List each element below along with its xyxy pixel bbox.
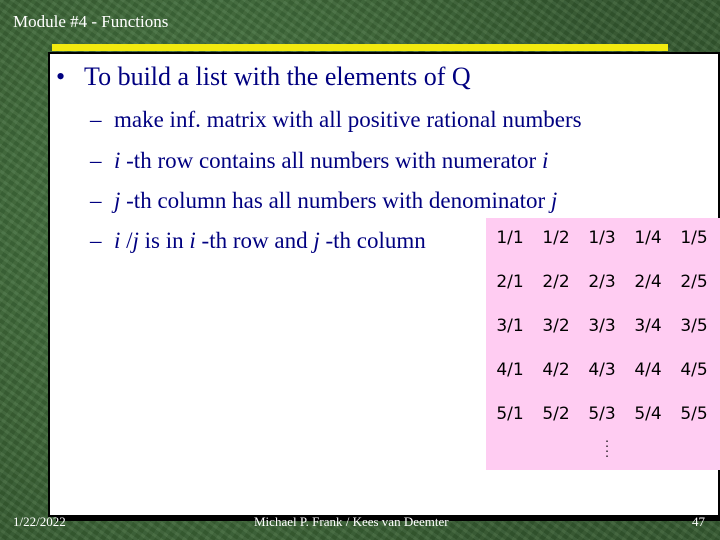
matrix-row <box>486 262 720 302</box>
sub-point-text: -th row contains all numbers with numerator <box>120 148 542 173</box>
matrix-cell: 4/3 <box>588 360 616 380</box>
matrix-row <box>486 350 720 390</box>
matrix-cell: 1/2 <box>542 228 570 248</box>
matrix-cell: 3/4 <box>634 316 662 336</box>
matrix-cell: 5/4 <box>634 404 662 424</box>
matrix-row <box>486 218 720 258</box>
matrix-cell: 1/4 <box>634 228 662 248</box>
matrix-cell: 3/3 <box>588 316 616 336</box>
matrix-cell: 5/3 <box>588 404 616 424</box>
sub-point-text: / <box>120 228 133 253</box>
main-bullet-text: To build a list with the elements of Q <box>84 62 471 91</box>
sub-point-text: i <box>541 148 549 173</box>
dash-marker: – <box>90 107 102 132</box>
sub-point <box>90 148 548 174</box>
matrix-cell: 2/5 <box>680 272 708 292</box>
matrix-cell: 3/1 <box>496 316 524 336</box>
sub-point <box>90 188 557 214</box>
sub-point-text: j <box>313 228 320 253</box>
matrix-cell: 3/5 <box>680 316 708 336</box>
module-title: Module #4 - Functions <box>13 12 169 31</box>
matrix-cell: 1/1 <box>496 228 524 248</box>
matrix-cell: 2/1 <box>496 272 524 292</box>
sub-point-text: j <box>550 188 558 213</box>
matrix-cell: 4/5 <box>680 360 708 380</box>
sub-point-text: j <box>132 228 139 253</box>
matrix-cell: 5/1 <box>496 404 524 424</box>
matrix-cell: 3/2 <box>542 316 570 336</box>
sub-point <box>90 228 426 254</box>
continuation-dots <box>605 438 609 458</box>
matrix-row <box>486 394 720 434</box>
matrix-cell: 4/4 <box>634 360 662 380</box>
main-bullet <box>56 62 471 92</box>
sub-point-text: -th column has all numbers with denominator <box>120 188 551 213</box>
sub-point-text: is in <box>138 228 190 253</box>
vdots-glyph: : <box>605 446 610 460</box>
vdots-glyph: : <box>605 436 610 450</box>
sub-point-text: -th column <box>319 228 426 253</box>
footer-page-number: 47 <box>692 514 705 529</box>
dash-marker: – <box>90 148 102 173</box>
matrix-cell: 5/5 <box>680 404 708 424</box>
sub-point-text: i <box>189 228 196 253</box>
accent-bar <box>52 44 668 51</box>
matrix-cell: 2/2 <box>542 272 570 292</box>
matrix-cell: 1/5 <box>680 228 708 248</box>
rational-matrix <box>486 218 720 470</box>
sub-point-text: i <box>114 228 121 253</box>
footer-authors: Michael P. Frank / Kees van Deemter <box>254 514 449 529</box>
sub-point-text: make inf. matrix with all positive rational numbers <box>114 107 582 132</box>
sub-point-text: -th row and <box>195 228 314 253</box>
dash-marker: – <box>90 188 102 213</box>
matrix-cell: 5/2 <box>542 404 570 424</box>
matrix-cell: 1/3 <box>588 228 616 248</box>
sub-point <box>90 107 582 133</box>
matrix-cell: 2/4 <box>634 272 662 292</box>
matrix-cell: 4/1 <box>496 360 524 380</box>
bullet-dot-icon: • <box>56 62 66 91</box>
matrix-row <box>486 306 720 346</box>
matrix-cell: 2/3 <box>588 272 616 292</box>
footer-date: 1/22/2022 <box>13 514 66 529</box>
sub-point-text: j <box>114 188 121 213</box>
sub-point-text: i <box>114 148 121 173</box>
matrix-cell: 4/2 <box>542 360 570 380</box>
dash-marker: – <box>90 228 102 253</box>
